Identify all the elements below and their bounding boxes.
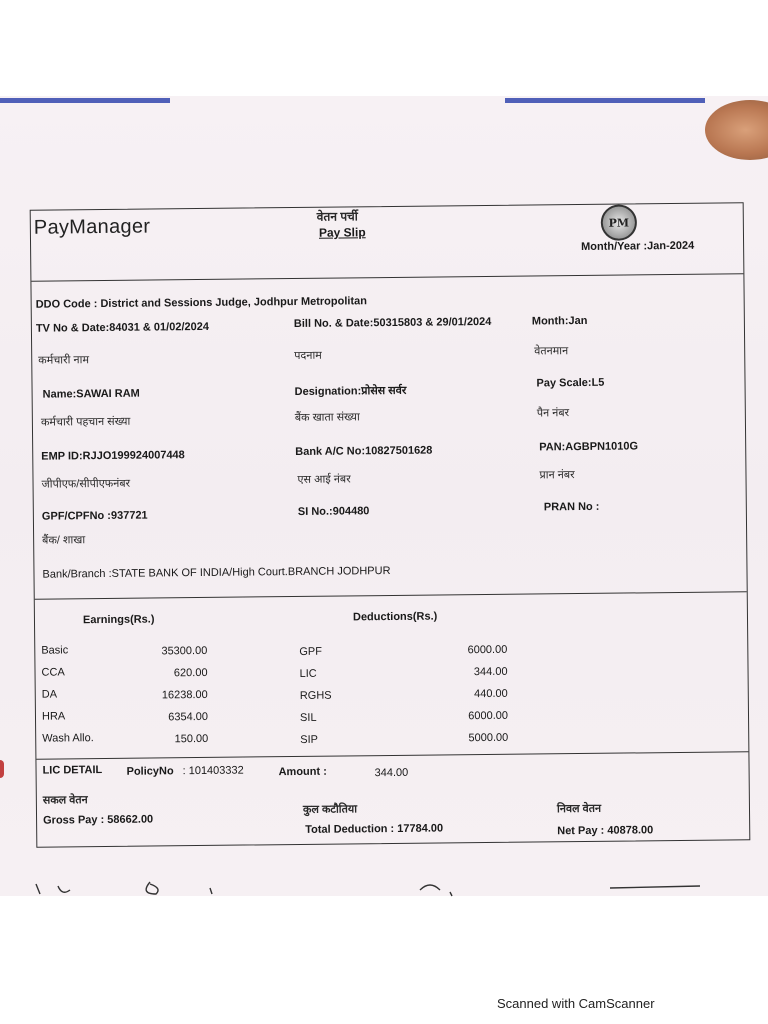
title-english: Pay Slip [318, 225, 366, 240]
label-empid-hindi: कर्मचारी पहचान संख्या [40, 415, 131, 429]
lic-policy-label: PolicyNo [126, 765, 174, 778]
brand-logo: PayManager [33, 215, 151, 239]
earning-value: 620.00 [173, 666, 208, 680]
earning-label: CCA [41, 666, 65, 679]
earning-value: 6354.00 [168, 710, 209, 724]
earning-label: Wash Allo. [42, 732, 94, 745]
deduction-label: SIL [299, 711, 317, 724]
bank-account-number: Bank A/C No:10827501628 [295, 444, 433, 458]
label-designation-hindi: पदनाम [294, 349, 322, 362]
paper-edge-left [0, 98, 170, 103]
scanner-watermark: Scanned with CamScanner [497, 996, 655, 1011]
lic-amount-label: Amount : [278, 765, 327, 779]
earning-label: HRA [41, 710, 66, 723]
pran-number: PRAN No : [543, 500, 600, 514]
emblem-text: PM [608, 215, 630, 230]
deduction-label: GPF [299, 645, 323, 658]
tv-no-date: TV No & Date:84031 & 01/02/2024 [35, 320, 210, 335]
total-deduction: Total Deduction : 17784.00 [305, 822, 444, 836]
pay-scale: Pay Scale:L5 [536, 376, 605, 390]
earning-label: Basic [41, 644, 69, 657]
paper-edge-right [505, 98, 705, 103]
deduction-value: 440.00 [474, 687, 508, 701]
lic-policy-number: : 101403332 [182, 764, 244, 778]
divider [35, 591, 747, 599]
gross-pay-hindi: सकल वेतन [42, 794, 88, 807]
divider [36, 751, 748, 759]
ddo-code: DDO Code : District and Sessions Judge, Jodhpur Metropolitan [35, 295, 367, 311]
si-number: SI No.:904480 [297, 505, 370, 518]
earning-value: 16238.00 [161, 688, 208, 702]
deduction-label: RGHS [299, 689, 332, 702]
gpf-number: GPF/CPFNo :937721 [41, 509, 148, 523]
net-pay: Net Pay : 40878.00 [557, 824, 654, 838]
lic-detail-label: LIC DETAIL [42, 764, 103, 777]
employee-id: EMP ID:RJJO199924007448 [41, 449, 185, 463]
total-deduction-hindi: कुल कटौतिया [302, 803, 358, 816]
earning-value: 35300.00 [161, 644, 208, 658]
net-pay-hindi: निवल वेतन [556, 802, 602, 816]
red-mark [0, 760, 4, 778]
emblem-icon [601, 204, 637, 240]
deduction-value: 6000.00 [467, 643, 508, 657]
deduction-value: 344.00 [473, 665, 508, 679]
label-gpf-hindi: जीपीएफ/सीपीएफनंबर [41, 477, 131, 491]
deduction-value: 5000.00 [468, 731, 509, 745]
lic-amount: 344.00 [374, 766, 409, 780]
bank-branch: Bank/Branch :STATE BANK OF INDIA/High Court.BRANCH JODHPUR [42, 564, 391, 581]
month: Month:Jan [531, 314, 588, 328]
handwriting-scribble [0, 880, 768, 910]
label-name-hindi: कर्मचारी नाम [38, 354, 90, 367]
deduction-label: SIP [300, 733, 319, 746]
designation: Designation:प्रोसेस सर्वर [294, 384, 407, 398]
earning-label: DA [41, 688, 58, 701]
pay-slip [30, 202, 751, 847]
pan-number: PAN:AGBPN1010G [539, 440, 639, 454]
label-bank-hindi: बैंक/ शाखा [42, 534, 86, 547]
earning-value: 150.00 [174, 732, 209, 746]
title-hindi: वेतन पर्ची [316, 209, 358, 224]
deduction-label: LIC [299, 667, 317, 680]
deductions-heading: Deductions(Rs.) [352, 610, 438, 624]
employee-name: Name:SAWAI RAM [42, 387, 140, 401]
earnings-heading: Earnings(Rs.) [82, 613, 155, 627]
bill-no-date: Bill No. & Date:50315803 & 29/01/2024 [293, 315, 492, 330]
label-pan-hindi: पैन नंबर [536, 407, 570, 420]
label-pran-hindi: प्रान नंबर [539, 469, 575, 482]
divider [31, 273, 743, 281]
label-bankac-hindi: बैंक खाता संख्या [294, 411, 360, 424]
label-si-hindi: एस आई नंबर [297, 473, 351, 486]
label-payscale-hindi: वेतनमान [534, 345, 569, 358]
deduction-value: 6000.00 [468, 709, 509, 723]
gross-pay: Gross Pay : 58662.00 [43, 813, 154, 827]
month-year: Month/Year :Jan-2024 [581, 239, 695, 253]
